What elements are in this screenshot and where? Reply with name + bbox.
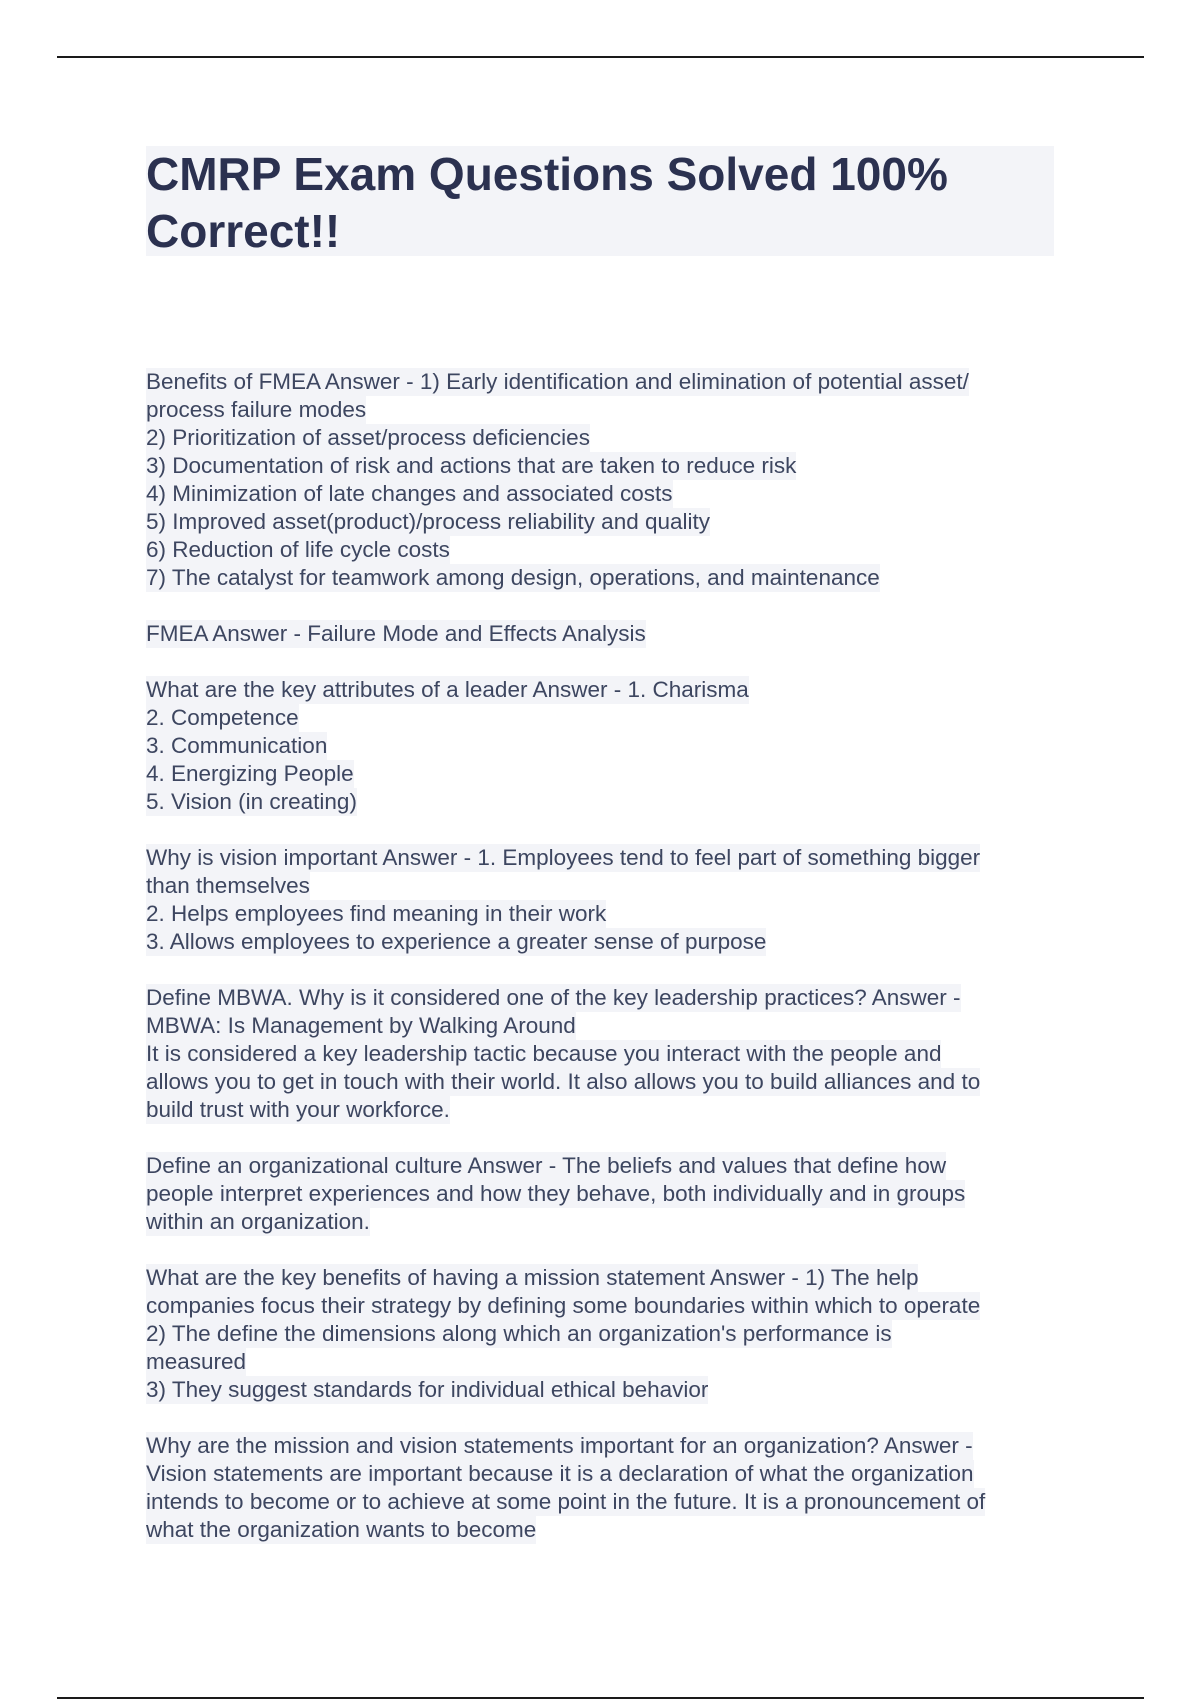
qa-line: within an organization. — [146, 1209, 370, 1234]
qa-line: Benefits of FMEA Answer - 1) Early identification and elimination of potential asset/ — [146, 369, 969, 394]
title-line-2: Correct!! — [146, 205, 341, 257]
qa-item — [146, 844, 1066, 956]
qa-line: What are the key benefits of having a mission statement Answer - 1) The help — [146, 1265, 919, 1290]
qa-line: What are the key attributes of a leader Answer - 1. Charisma — [146, 677, 749, 702]
qa-line: 6) Reduction of life cycle costs — [146, 537, 450, 562]
title-line-1: CMRP Exam Questions Solved 100% — [146, 148, 948, 200]
qa-item — [146, 368, 1066, 592]
page-title — [146, 146, 1054, 260]
qa-line: It is considered a key leadership tactic because you interact with the people and — [146, 1041, 942, 1066]
qa-line: FMEA Answer - Failure Mode and Effects Analysis — [146, 621, 646, 646]
qa-line: measured — [146, 1349, 247, 1374]
qa-content — [146, 368, 1066, 1572]
qa-item — [146, 984, 1066, 1124]
title-block — [146, 146, 1054, 256]
qa-line: Why are the mission and vision statements important for an organization? Answer - — [146, 1433, 973, 1458]
top-divider — [57, 56, 1144, 58]
qa-line: 5. Vision (in creating) — [146, 789, 357, 814]
qa-item — [146, 620, 1066, 648]
qa-line: companies focus their strategy by defining some boundaries within which to operate — [146, 1293, 981, 1318]
qa-line: 4. Energizing People — [146, 761, 354, 786]
qa-line: 7) The catalyst for teamwork among design, operations, and maintenance — [146, 565, 880, 590]
qa-line: than themselves — [146, 873, 310, 898]
qa-line: 3. Allows employees to experience a greater sense of purpose — [146, 929, 767, 954]
qa-item — [146, 1264, 1066, 1404]
qa-item — [146, 1432, 1066, 1544]
qa-item — [146, 1152, 1066, 1236]
qa-line: 3) Documentation of risk and actions that are taken to reduce risk — [146, 453, 797, 478]
qa-line: 2. Competence — [146, 705, 299, 730]
qa-line: 4) Minimization of late changes and associated costs — [146, 481, 673, 506]
bottom-divider — [57, 1697, 1144, 1699]
qa-line: 5) Improved asset(product)/process reliability and quality — [146, 509, 711, 534]
qa-line: people interpret experiences and how they behave, both individually and in groups — [146, 1181, 966, 1206]
qa-line: process failure modes — [146, 397, 367, 422]
qa-line: 2) Prioritization of asset/process deficiencies — [146, 425, 590, 450]
qa-line: MBWA: Is Management by Walking Around — [146, 1013, 576, 1038]
qa-line: intends to become or to achieve at some point in the future. It is a pronouncement of — [146, 1489, 986, 1514]
qa-line: Define MBWA. Why is it considered one of the key leadership practices? Answer - — [146, 985, 961, 1010]
qa-line: 3) They suggest standards for individual ethical behavior — [146, 1377, 709, 1402]
qa-item — [146, 676, 1066, 816]
qa-line: 2) The define the dimensions along which an organization's performance is — [146, 1321, 892, 1346]
qa-line: what the organization wants to become — [146, 1517, 537, 1542]
qa-line: allows you to get in touch with their world. It also allows you to build alliances and to — [146, 1069, 981, 1094]
qa-line: Define an organizational culture Answer - The beliefs and values that define how — [146, 1153, 947, 1178]
qa-line: build trust with your workforce. — [146, 1097, 450, 1122]
qa-line: Vision statements are important because it is a declaration of what the organization — [146, 1461, 974, 1486]
qa-line: Why is vision important Answer - 1. Employees tend to feel part of something bigger — [146, 845, 981, 870]
qa-line: 2. Helps employees find meaning in their work — [146, 901, 607, 926]
qa-line: 3. Communication — [146, 733, 328, 758]
